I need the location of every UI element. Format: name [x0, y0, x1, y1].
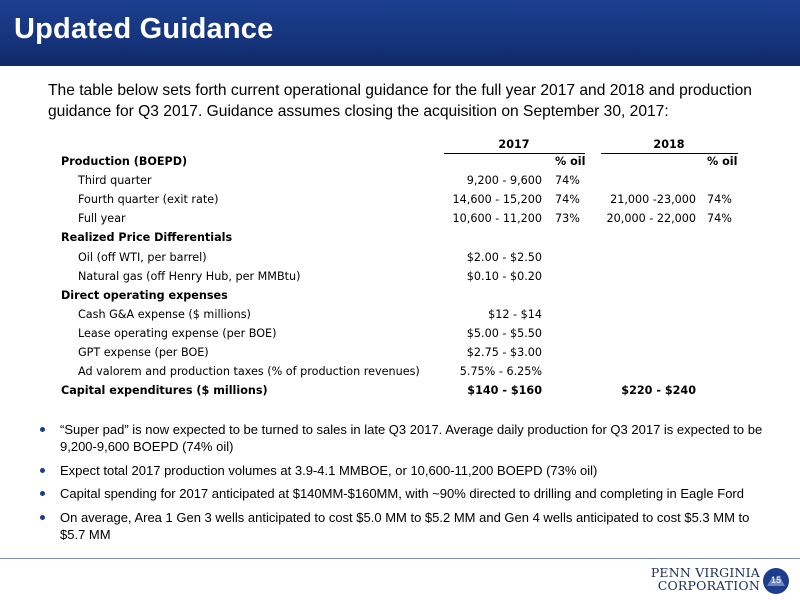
bullet-dot-icon: [40, 468, 45, 473]
row-label: Oil (off WTI, per barrel): [78, 250, 207, 264]
title-bar: [0, 0, 800, 66]
company-logo: [650, 561, 790, 595]
year-2017-underline: [444, 153, 585, 154]
row-label: Fourth quarter (exit rate): [78, 193, 219, 207]
logo-line-1: PENN VIRGINIA: [650, 565, 760, 580]
value-2017: 10,600 - 11,200: [452, 212, 542, 226]
bullet-dot-icon: [40, 515, 45, 520]
oil-pct-2018: % oil: [707, 155, 738, 168]
row-label: Full year: [78, 212, 126, 226]
bullet-text: Capital spending for 2017 anticipated at $140MM-$160MM, with ~90% directed to drilling and completing in Eagle Ford: [60, 486, 744, 501]
year-2017-header: 2017: [498, 138, 530, 151]
row-label: Realized Price Differentials: [61, 231, 233, 245]
slide-title: Updated Guidance: [14, 13, 274, 45]
value-2017: $12 - $14: [488, 307, 542, 321]
bullet-dot-icon: [40, 427, 45, 432]
value-2017: $2.75 - $3.00: [466, 346, 542, 359]
value-2017: $2.00 - $2.50: [466, 250, 542, 264]
oil-pct-2017: % oil: [555, 155, 586, 168]
oil-pct-2017: 74%: [555, 174, 580, 188]
row-label: Ad valorem and production taxes (% of production revenues): [78, 365, 420, 379]
row-label: Natural gas (off Henry Hub, per MMBtu): [78, 269, 301, 283]
value-2017: 9,200 - 9,600: [466, 174, 542, 188]
footer-divider: [0, 558, 800, 559]
value-2017: $5.00 - $5.50: [466, 326, 542, 340]
value-2017: 5.75% - 6.25%: [459, 365, 542, 379]
value-2018: 20,000 - 22,000: [606, 212, 696, 226]
value-2017: 14,600 - 15,200: [452, 193, 542, 207]
row-label: Production (BOEPD): [61, 155, 188, 168]
intro-text: The table below sets forth current operational guidance for the full year 2017 and 2018 and production guidance for Q3 2017. Guidance assumes closing the acquisition on September 30, 2017:: [48, 82, 752, 120]
bullet-text: Expect total 2017 production volumes at 3.9-4.1 MMBOE, or 10,600-11,200 BOEPD (73% oil): [60, 463, 598, 478]
value-2018: 21,000 -23,000: [610, 193, 696, 207]
oil-pct-2018: 74%: [707, 212, 732, 226]
row-label: GPT expense (per BOE): [78, 346, 209, 359]
value-2018: $220 - $240: [621, 384, 696, 398]
oil-pct-2017: 73%: [555, 212, 580, 226]
value-2017: $0.10 - $0.20: [466, 269, 542, 283]
row-label: Capital expenditures ($ millions): [61, 384, 268, 398]
value-2017: $140 - $160: [467, 384, 542, 398]
year-2018-underline: [601, 153, 738, 154]
bullet-dot-icon: [40, 491, 45, 496]
row-label: Direct operating expenses: [61, 288, 228, 302]
row-label: Cash G&A expense ($ millions): [78, 307, 251, 321]
year-2018-header: 2018: [653, 138, 685, 151]
logo-line-2: CORPORATION: [657, 578, 760, 593]
bullet-text: “Super pad” is now expected to be turned to sales in late Q3 2017. Average daily production for Q3 2017 is expected to be 9,200-9,600 BOEPD (74% oil): [60, 422, 763, 454]
oil-pct-2018: 74%: [707, 193, 732, 207]
row-label: Lease operating expense (per BOE): [78, 326, 277, 340]
page-number: 15: [770, 575, 781, 585]
bullet-text: On average, Area 1 Gen 3 wells anticipated to cost $5.0 MM to $5.2 MM and Gen 4 wells anticipated to cost $5.3 MM to $5.7 MM: [60, 510, 750, 542]
row-label: Third quarter: [78, 174, 152, 188]
oil-pct-2017: 74%: [555, 193, 580, 207]
